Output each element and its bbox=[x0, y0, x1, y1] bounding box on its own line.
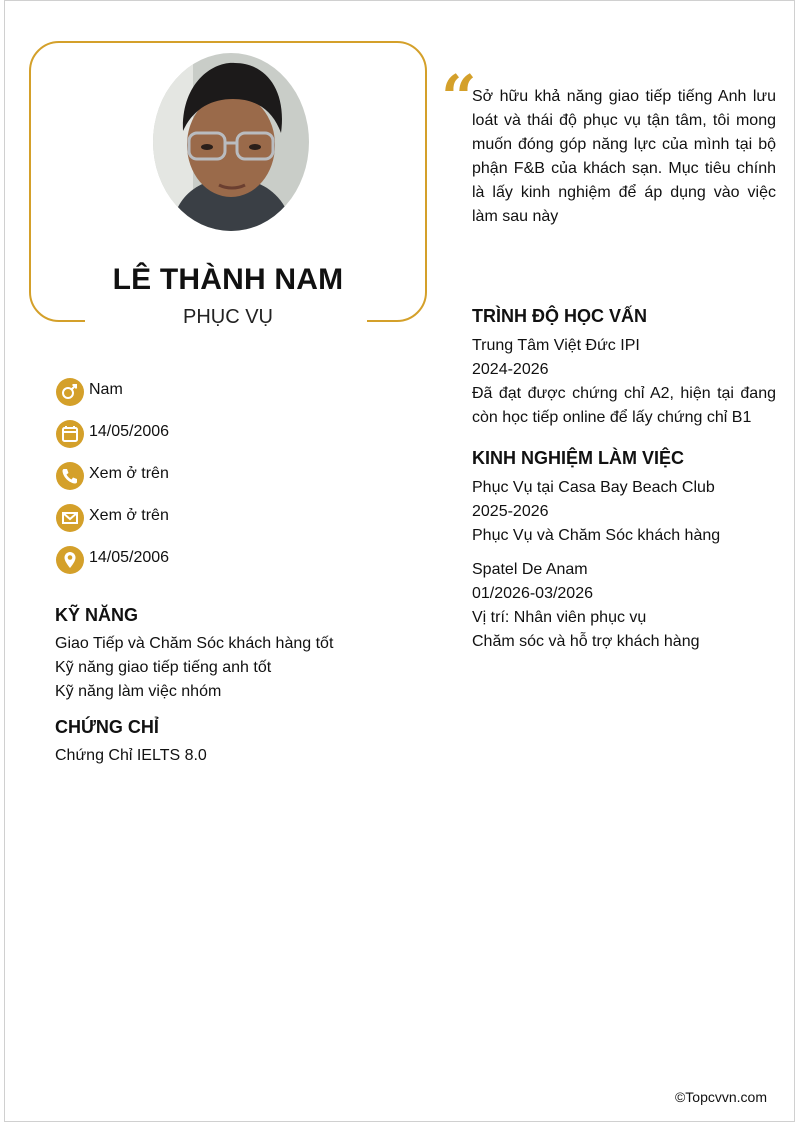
avatar bbox=[153, 53, 309, 231]
experience-company: Spatel De Anam bbox=[472, 561, 588, 578]
candidate-name: LÊ THÀNH NAM bbox=[112, 263, 344, 296]
cv-page bbox=[4, 0, 795, 1122]
contact-email bbox=[55, 503, 415, 533]
contact-gender bbox=[55, 377, 415, 407]
avatar-photo bbox=[153, 53, 309, 231]
certificate-item: Chứng Chỉ IELTS 8.0 bbox=[55, 747, 207, 764]
education-school: Trung Tâm Việt Đức IPI bbox=[472, 337, 640, 354]
education-description: Đã đạt được chứng chỉ A2, hiện tại đang còn học tiếp online để lấy chứng chỉ B1 bbox=[472, 385, 776, 426]
experience-detail: Phục Vụ và Chăm Sóc khách hàng bbox=[472, 527, 721, 544]
contact-phone-value: Xem ở trên bbox=[89, 465, 169, 482]
quote-icon: “ bbox=[441, 61, 477, 134]
skill-item: Giao Tiếp và Chăm Sóc khách hàng tốt bbox=[55, 635, 334, 652]
skill-item: Kỹ năng làm việc nhóm bbox=[55, 683, 222, 700]
skills-title: KỸ NĂNG bbox=[55, 605, 139, 625]
skill-item: Kỹ năng giao tiếp tiếng anh tốt bbox=[55, 659, 272, 676]
contact-address bbox=[55, 545, 415, 575]
experience-period: 01/2026-03/2026 bbox=[472, 585, 593, 602]
experience-detail: Chăm sóc và hỗ trợ khách hàng bbox=[472, 633, 700, 650]
phone-icon bbox=[55, 461, 85, 491]
footer-credit[interactable]: ©Topcvvn.com bbox=[674, 1089, 767, 1105]
education-period: 2024-2026 bbox=[472, 361, 549, 378]
contact-gender-value: Nam bbox=[89, 381, 123, 398]
contact-email-value: Xem ở trên bbox=[89, 507, 169, 524]
contact-birthday bbox=[55, 419, 415, 449]
contact-phone bbox=[55, 461, 415, 491]
experience-period: 2025-2026 bbox=[472, 503, 549, 520]
experience-title: KINH NGHIỆM LÀM VIỆC bbox=[472, 448, 685, 468]
career-objective: Sở hữu khả năng giao tiếp tiếng Anh lưu loát và thái độ phục vụ tận tâm, tôi mong muốn đóng góp năng lực của mình tại bộ phận F&B của khách sạn. Mục tiêu chính là lấy kinh nghiệm để áp dụng vào việc làm sau này bbox=[472, 88, 776, 225]
education-title: TRÌNH ĐỘ HỌC VẤN bbox=[472, 306, 647, 326]
contact-address-value: 14/05/2006 bbox=[89, 549, 170, 566]
location-icon bbox=[55, 545, 85, 575]
candidate-position: PHỤC VỤ bbox=[182, 306, 273, 328]
email-icon bbox=[55, 503, 85, 533]
calendar-icon bbox=[55, 419, 85, 449]
contact-birthday-value: 14/05/2006 bbox=[89, 423, 170, 440]
experience-detail: Vị trí: Nhân viên phục vụ bbox=[472, 609, 647, 626]
experience-company: Phục Vụ tại Casa Bay Beach Club bbox=[472, 479, 715, 496]
certificates-title: CHỨNG CHỈ bbox=[55, 717, 159, 737]
gender-icon bbox=[55, 377, 85, 407]
